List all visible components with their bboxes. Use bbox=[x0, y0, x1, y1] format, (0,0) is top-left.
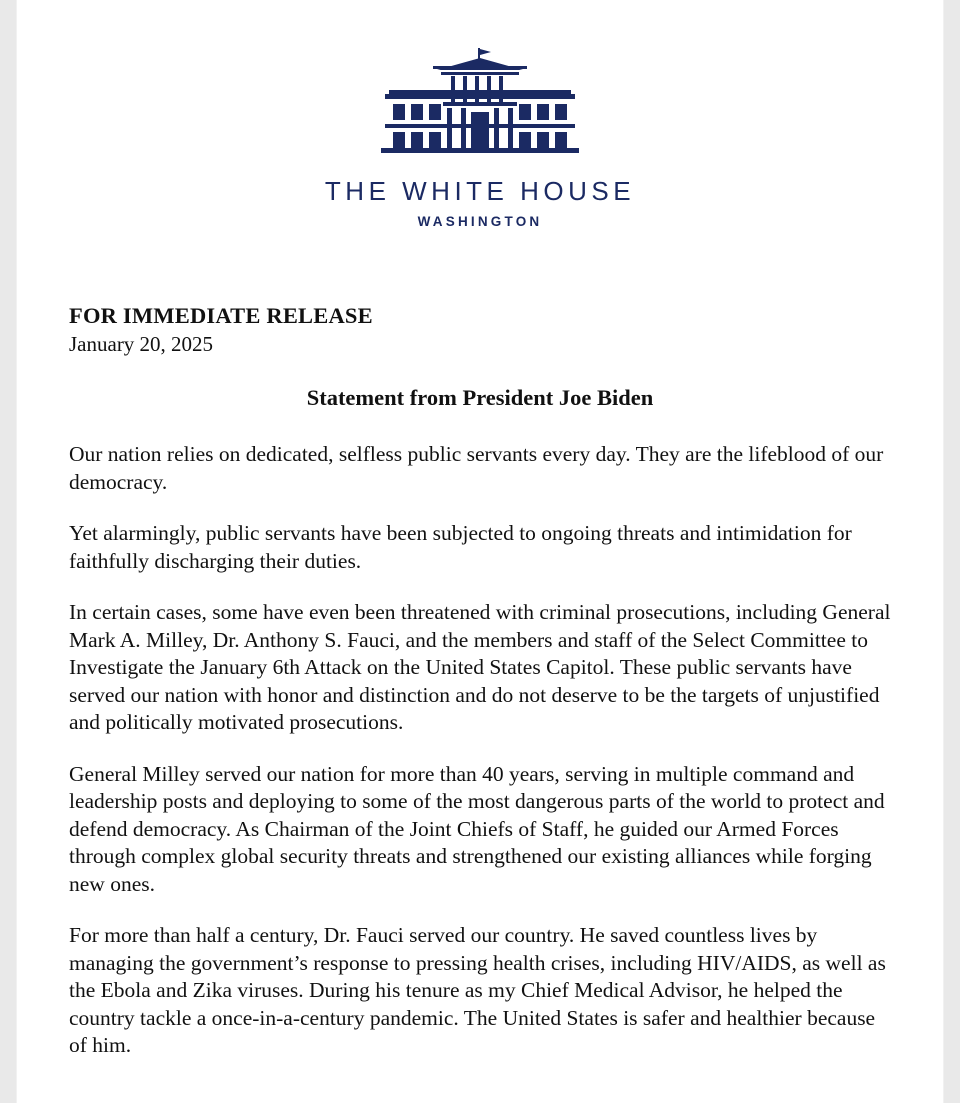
white-house-seal-icon bbox=[355, 46, 605, 156]
body-paragraph: In certain cases, some have even been threatened with criminal prosecutions, including General Mark A. Milley, Dr. Anthony S. Fauci, and the members and staff of the Select Committee to Investigate the January 6th Attack on the United States Capitol. These public servants have served our nation with honor and distinction and do not deserve to be the targets of unjustified and politically motivated prosecutions. bbox=[69, 600, 891, 734]
statement-body bbox=[69, 441, 891, 1060]
body-paragraph: Yet alarmingly, public servants have been subjected to ongoing threats and intimidation for faithfully discharging their duties. bbox=[69, 521, 852, 573]
document-page bbox=[17, 0, 943, 1103]
release-date: January 20, 2025 bbox=[69, 332, 214, 356]
body-paragraph: General Milley served our nation for more than 40 years, serving in multiple command and leadership posts and deploying to some of the most dangerous parts of the world to protect and defend democracy. As Chairman of the Joint Chiefs of Staff, he guided our Armed Forces through complex global security threats and strengthened our existing alliances while forging new ones. bbox=[69, 761, 885, 896]
body-paragraph: For more than half a century, Dr. Fauci served our country. He saved countless lives by managing the government’s response to pressing health crises, including HIV/AIDS, as well as the Ebola and Zika viruses. During his tenure as my Chief Medical Advisor, he helped the country tackle a once-in-a-century pandemic. The United States is safer and healthier because of him. bbox=[69, 923, 886, 1057]
release-label: FOR IMMEDIATE RELEASE bbox=[69, 303, 373, 328]
statement-title: Statement from President Joe Biden bbox=[306, 385, 654, 410]
letterhead-title: THE WHITE HOUSE bbox=[324, 176, 636, 206]
release-block bbox=[69, 303, 891, 357]
body-paragraph: Our nation relies on dedicated, selfless public servants every day. They are the lifeblood of our democracy. bbox=[69, 442, 884, 494]
letterhead-subtitle: WASHINGTON bbox=[417, 214, 543, 229]
letterhead bbox=[69, 0, 891, 229]
